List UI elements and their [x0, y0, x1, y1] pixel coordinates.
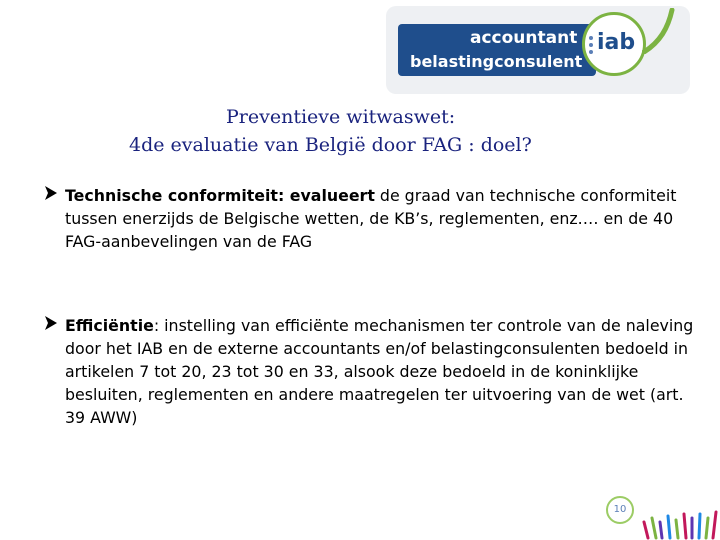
bullet-text — [65, 184, 694, 253]
bullet-term: Efficiëntie — [65, 316, 154, 335]
logo-text-belastingconsulent: belastingconsulent — [410, 52, 583, 71]
arrow-bullet-icon — [44, 184, 62, 207]
slide-title-line2: 4de evaluatie van België door FAG : doel? — [129, 134, 532, 156]
page-number: 10 — [606, 496, 634, 524]
bullet-term: Technische conformiteit: evalueert — [65, 186, 375, 205]
iab-logo — [386, 6, 690, 94]
bullet-efficientie — [44, 314, 694, 429]
bullet-text — [65, 314, 694, 429]
logo-swoosh-icon — [642, 8, 678, 54]
slide-title-line1: Preventieve witwaswet: — [226, 106, 456, 128]
bullet-body: de graad van technische conformiteit tussen enerzijds de Belgische wetten, de KB’s, reglementen, enz.… en de 40 FAG-aanbevelingen van de FAG — [65, 186, 677, 251]
logo-text-accountant: accountant — [470, 28, 578, 48]
bullet-body: : instelling van efficiënte mechanismen ter controle van de naleving door het IAB en de externe accountants en/of belastingconsulenten bedoeld in artikelen 7 tot 20, 23 tot 30 en 33, alsook deze bedoeld in de koninklijke besluiten, reglementen en andere maatregelen ter uitvoering van de wet (art. 39 AWW) — [65, 316, 694, 427]
logo-mark-iab: iab — [597, 30, 636, 55]
arrow-bullet-icon — [44, 314, 62, 337]
bullet-technische-conformiteit — [44, 184, 694, 253]
logo-dots-icon — [586, 36, 596, 57]
